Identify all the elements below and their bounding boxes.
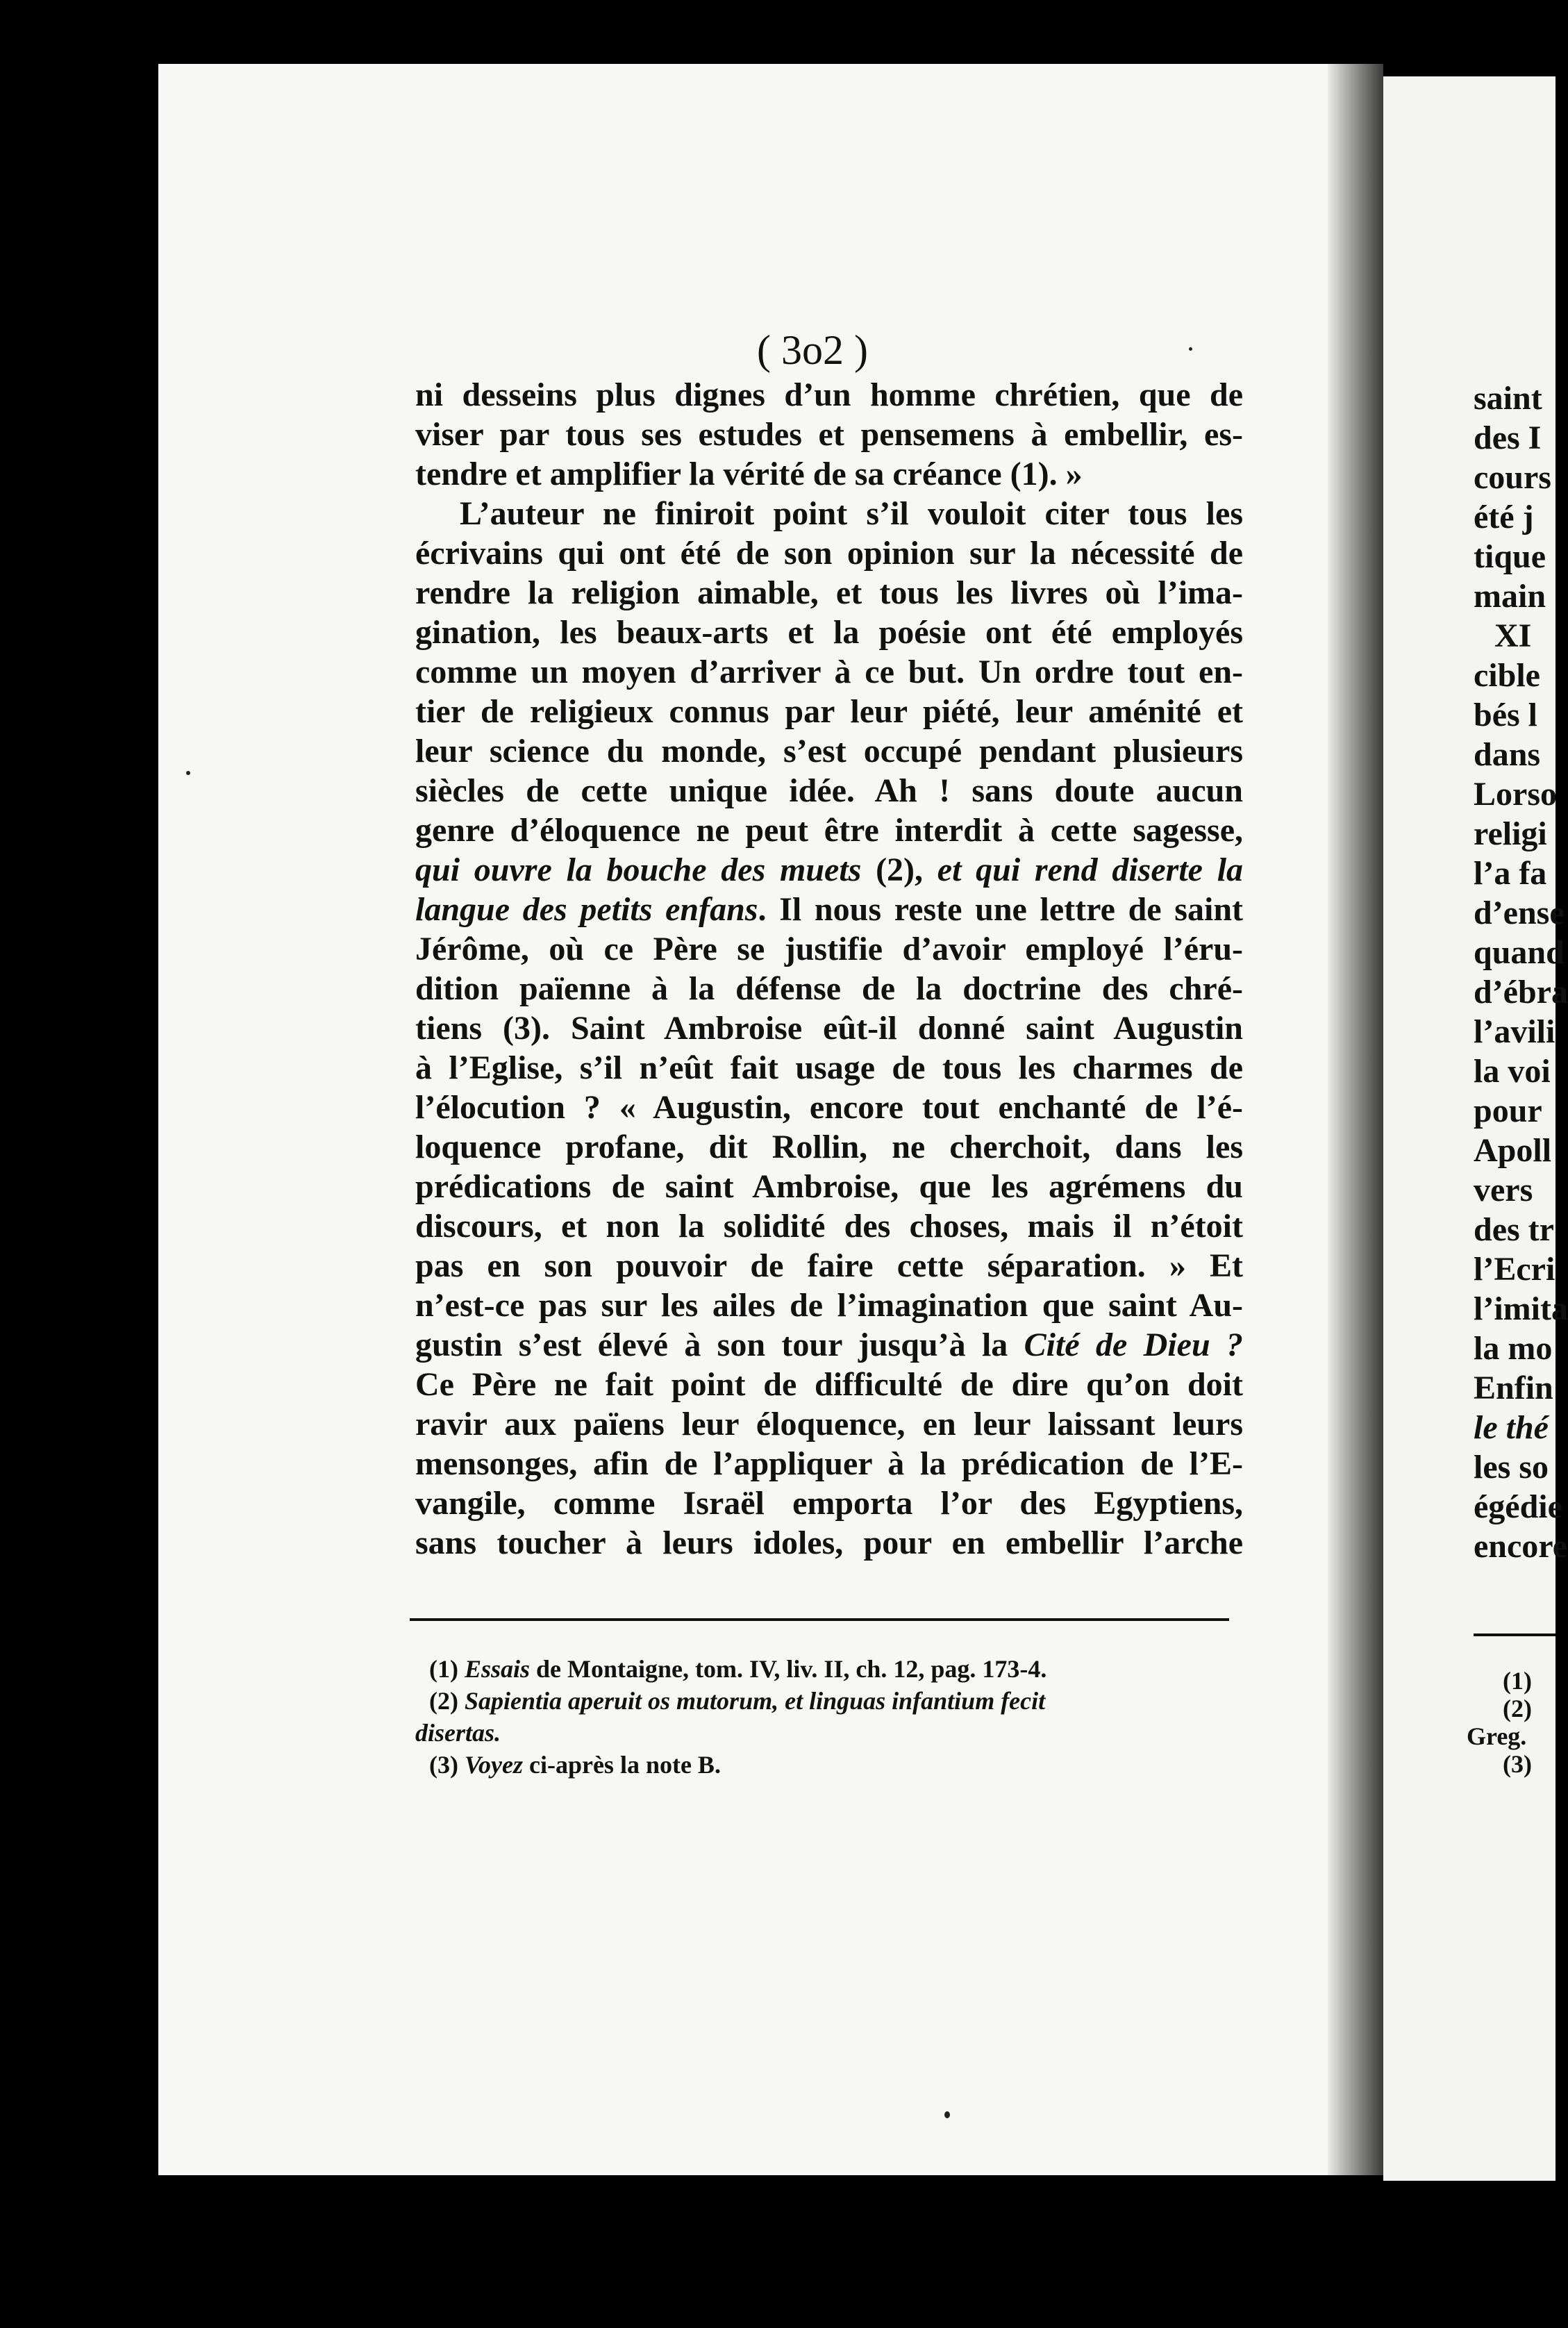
facing-line: la mo xyxy=(1474,1330,1553,1367)
text-line: gination, les beaux-arts et la poésie ont été employés xyxy=(415,614,1243,651)
text-line: genre d’éloquence ne peut être interdit à cette sagesse, xyxy=(415,812,1243,849)
text-line: l’élocution ? « Augustin, encore tout enchanté de l’é- xyxy=(415,1089,1243,1126)
facing-line: des I xyxy=(1474,419,1542,456)
text-line: mensonges, afin de l’appliquer à la prédication de l’E- xyxy=(415,1445,1243,1482)
text-line: pas en son pouvoir de faire cette séparation. » Et xyxy=(415,1247,1243,1284)
text-line: Jérôme, où ce Père se justifie d’avoir employé l’éru- xyxy=(415,931,1243,967)
facing-footnotes xyxy=(1467,1667,1532,1778)
facing-line: les so xyxy=(1474,1449,1549,1486)
facing-line: des tr xyxy=(1474,1211,1554,1248)
text-line: tier de religieux connus par leur piété, leur aménité et xyxy=(415,693,1243,730)
text-line: ravir aux païens leur éloquence, en leur laissant leurs xyxy=(415,1406,1243,1442)
facing-line: saint xyxy=(1474,380,1542,417)
facing-note: (1) xyxy=(1503,1667,1532,1695)
footnotes xyxy=(415,1653,1242,1781)
italic-quote: et qui rend diserte la xyxy=(937,851,1244,888)
facing-note: (2) xyxy=(1503,1695,1532,1722)
facing-line: bés l xyxy=(1474,697,1538,733)
facing-line: Apoll xyxy=(1474,1132,1552,1169)
ink-speck xyxy=(1189,347,1192,351)
text-line: dition païenne à la défense de la doctrine des chré- xyxy=(415,970,1243,1007)
facing-line: d’ense xyxy=(1474,895,1565,931)
facing-line: pour xyxy=(1474,1092,1542,1129)
facing-line: cours xyxy=(1474,459,1551,496)
text-line: gustin s’est élevé à son tour jusqu’à la Cité de Dieu ? xyxy=(415,1327,1244,1363)
text-line: comme un moyen d’arriver à ce but. Un ordre tout en- xyxy=(415,654,1243,690)
facing-line: religi xyxy=(1474,815,1547,852)
facing-line: l’avili xyxy=(1474,1013,1556,1050)
ink-speck xyxy=(944,2111,950,2118)
text-line: vangile, comme Israël emporta l’or des Egyptiens, xyxy=(415,1485,1243,1522)
facing-line: cible xyxy=(1474,657,1540,694)
paragraph-start-line: L’auteur ne finiroit point s’il vouloit citer tous les xyxy=(460,495,1243,532)
text-line: discours, et non la solidité des choses, mais il n’étoit xyxy=(415,1208,1243,1245)
footnote-1: (1) Essais de Montaigne, tom. IV, liv. II, ch. 12, pag. 173-4. xyxy=(429,1655,1047,1683)
book-gutter xyxy=(1328,64,1383,2175)
text-line: ni desseins plus dignes d’un homme chrétien, que de xyxy=(415,376,1243,413)
text-line: rendre la religion aimable, et tous les livres où l’ima- xyxy=(415,574,1243,611)
facing-line: d’ébra xyxy=(1474,974,1568,1011)
facing-line: égédie xyxy=(1474,1488,1562,1525)
footnote-2: (2) Sapientia aperuit os mutorum, et linguas infantium fecit xyxy=(429,1687,1046,1715)
text-line: qui ouvre la bouche des muets (2), et qui rend diserte la xyxy=(415,851,1244,888)
text-line: n’est-ce pas sur les ailes de l’imagination que saint Au- xyxy=(415,1287,1243,1324)
page-number: ( 3o2 ) xyxy=(757,327,868,373)
text-line: viser par tous ses estudes et pensemens à embellir, es- xyxy=(415,416,1243,453)
italic-title: Cité de Dieu ? xyxy=(1024,1327,1244,1363)
facing-line: dans xyxy=(1474,736,1541,773)
facing-line: le thé xyxy=(1474,1409,1549,1446)
facing-line: quand xyxy=(1474,934,1565,971)
facing-line: la voi xyxy=(1474,1053,1551,1090)
facing-line: vers xyxy=(1474,1172,1533,1208)
text-line: langue des petits enfans. Il nous reste une lettre de saint xyxy=(415,891,1243,928)
body-text xyxy=(415,375,1243,1563)
text-line: Ce Père ne fait point de difficulté de dire qu’on doit xyxy=(415,1366,1243,1403)
footnote-rule xyxy=(410,1618,1229,1621)
facing-page-text xyxy=(1474,379,1568,1566)
text-line: leur science du monde, s’est occupé pendant plusieurs xyxy=(415,733,1243,770)
facing-line: été j xyxy=(1474,499,1534,535)
facing-line: l’Ecri xyxy=(1474,1251,1556,1288)
text-line: prédications de saint Ambroise, que les agrémens du xyxy=(415,1168,1243,1205)
facing-line: l’a fa xyxy=(1474,855,1547,892)
facing-footnote-rule xyxy=(1474,1633,1556,1636)
italic-quote: langue des petits enfans xyxy=(415,891,758,928)
footnote-3: (3) Voyez ci-après la note B. xyxy=(429,1751,721,1779)
text-line: loquence profane, dit Rollin, ne cherchoit, dans les xyxy=(415,1129,1243,1165)
facing-line: encore xyxy=(1474,1528,1568,1565)
italic-quote: qui ouvre la bouche des muets xyxy=(415,851,862,888)
footnote-2-continued: disertas. xyxy=(415,1719,501,1747)
text-line: siècles de cette unique idée. Ah ! sans doute aucun xyxy=(415,772,1243,809)
facing-note: (3) xyxy=(1503,1750,1532,1778)
text-line: tiens (3). Saint Ambroise eût-il donné saint Augustin xyxy=(415,1010,1243,1047)
facing-note: Greg. xyxy=(1467,1722,1527,1750)
facing-line: l’imita xyxy=(1474,1290,1568,1327)
ink-speck xyxy=(186,771,190,775)
facing-line: Lorso xyxy=(1474,776,1557,813)
facing-line: tique xyxy=(1474,538,1546,575)
facing-line: XI xyxy=(1494,617,1532,654)
text-line: tendre et amplifier la vérité de sa créance (1). » xyxy=(415,456,1083,492)
text-line: écrivains qui ont été de son opinion sur la nécessité de xyxy=(415,535,1243,572)
text-line: sans toucher à leurs idoles, pour en embellir l’arche xyxy=(415,1524,1243,1561)
text-line: à l’Eglise, s’il n’eût fait usage de tous les charmes de xyxy=(415,1049,1243,1086)
facing-line: main xyxy=(1474,578,1546,615)
facing-line: Enfin xyxy=(1474,1370,1553,1406)
